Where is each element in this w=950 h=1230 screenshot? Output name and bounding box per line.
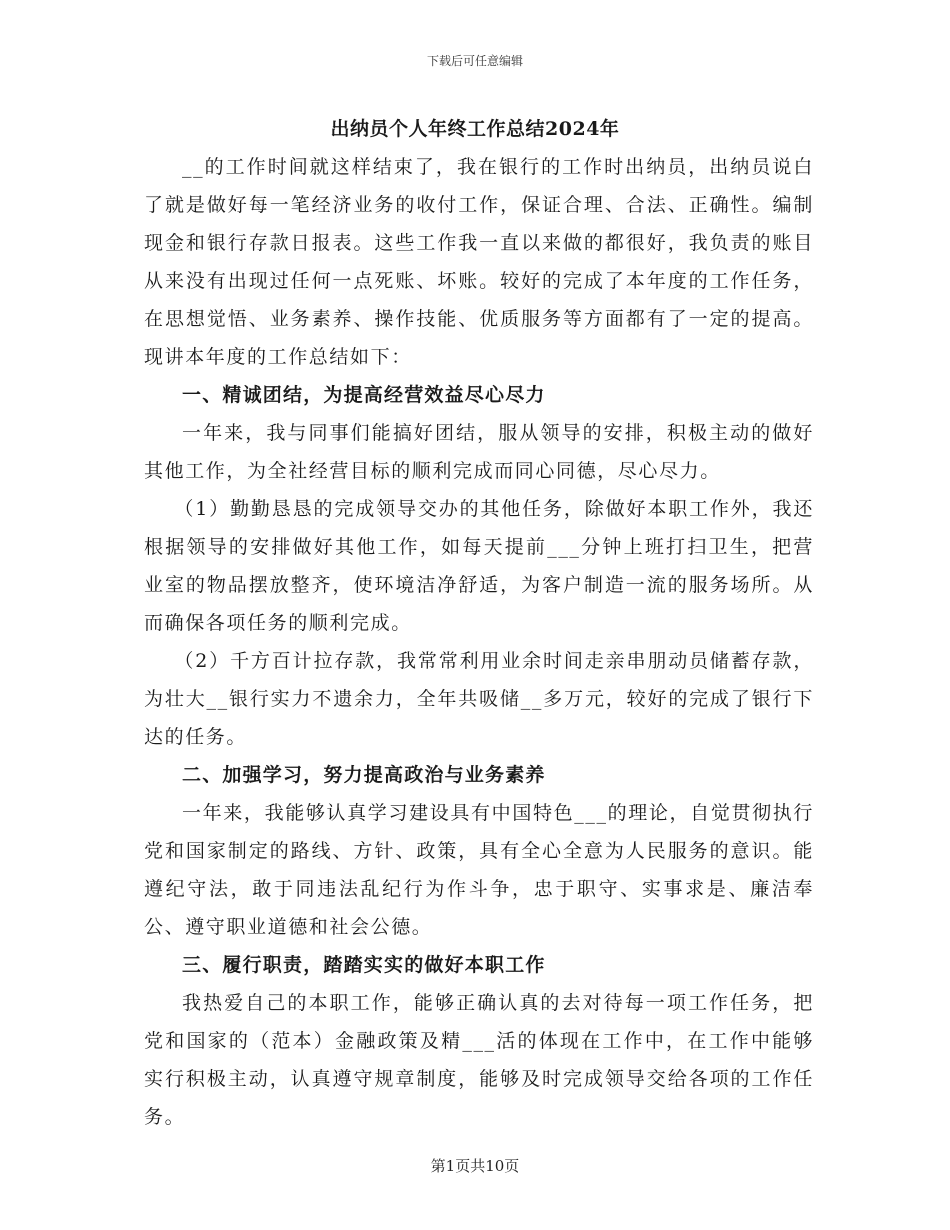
section-heading-1: 一、精诚团结，为提高经营效益尽心尽力 [182, 384, 546, 406]
section-heading-2: 二、加强学习，努力提高政治与业务素养 [182, 764, 546, 786]
page-header: 下载后可任意编辑 [426, 54, 523, 68]
intro-paragraph: __的工作时间就这样结束了，我在银行的工作时出纳员，出纳员说白了就是做好每一笔经济业务的收付工作，保证合理、合法、正确性。编制现金和银行存款日报表。这些工作我一直以来做的都很好，我负责的账目从来没有出现过任何一点死账、坏账。较好的完成了本年度的工作任务，在思想觉悟、业务素养、操作技能、优质服务等方面都有了一定的提高。现讲本年度的工作总结如下： [144, 156, 814, 368]
document-body [144, 148, 814, 1136]
section-2-paragraph: 一年来，我能够认真学习建设具有中国特色___的理论，自觉贯彻执行党和国家制定的路线、方针、政策，具有全心全意为人民服务的意识。能遵纪守法，敢于同违法乱纪行为作斗争，忠于职守、实事求是、廉洁奉公、遵守职业道德和社会公德。 [144, 802, 814, 938]
section-1-item-1: （1）勤勤恳恳的完成领导交办的其他任务，除做好本职工作外，我还根据领导的安排做好其他工作，如每天提前___分钟上班打扫卫生，把营业室的物品摆放整齐，使环境洁净舒适，为客户制造一流的服务场所。从而确保各项任务的顺利完成。 [144, 498, 814, 634]
section-heading-3: 三、履行职责，踏踏实实的做好本职工作 [182, 954, 546, 976]
page-number: 第1页共10页 [430, 1157, 520, 1175]
section-1-paragraph: 一年来，我与同事们能搞好团结，服从领导的安排，积极主动的做好其他工作，为全社经营目标的顺利完成而同心同德，尽心尽力。 [144, 422, 814, 482]
document-title: 出纳员个人年终工作总结2024年 [330, 118, 620, 140]
section-1-item-2: （2）千方百计拉存款，我常常利用业余时间走亲串朋动员储蓄存款，为壮大__银行实力不遗余力，全年共吸储__多万元，较好的完成了银行下达的任务。 [144, 650, 814, 748]
section-3-paragraph: 我热爱自己的本职工作，能够正确认真的去对待每一项工作任务，把党和国家的（范本）金融政策及精___活的体现在工作中，在工作中能够实行积极主动，认真遵守规章制度，能够及时完成领导交给各项的工作任务。 [144, 992, 814, 1128]
